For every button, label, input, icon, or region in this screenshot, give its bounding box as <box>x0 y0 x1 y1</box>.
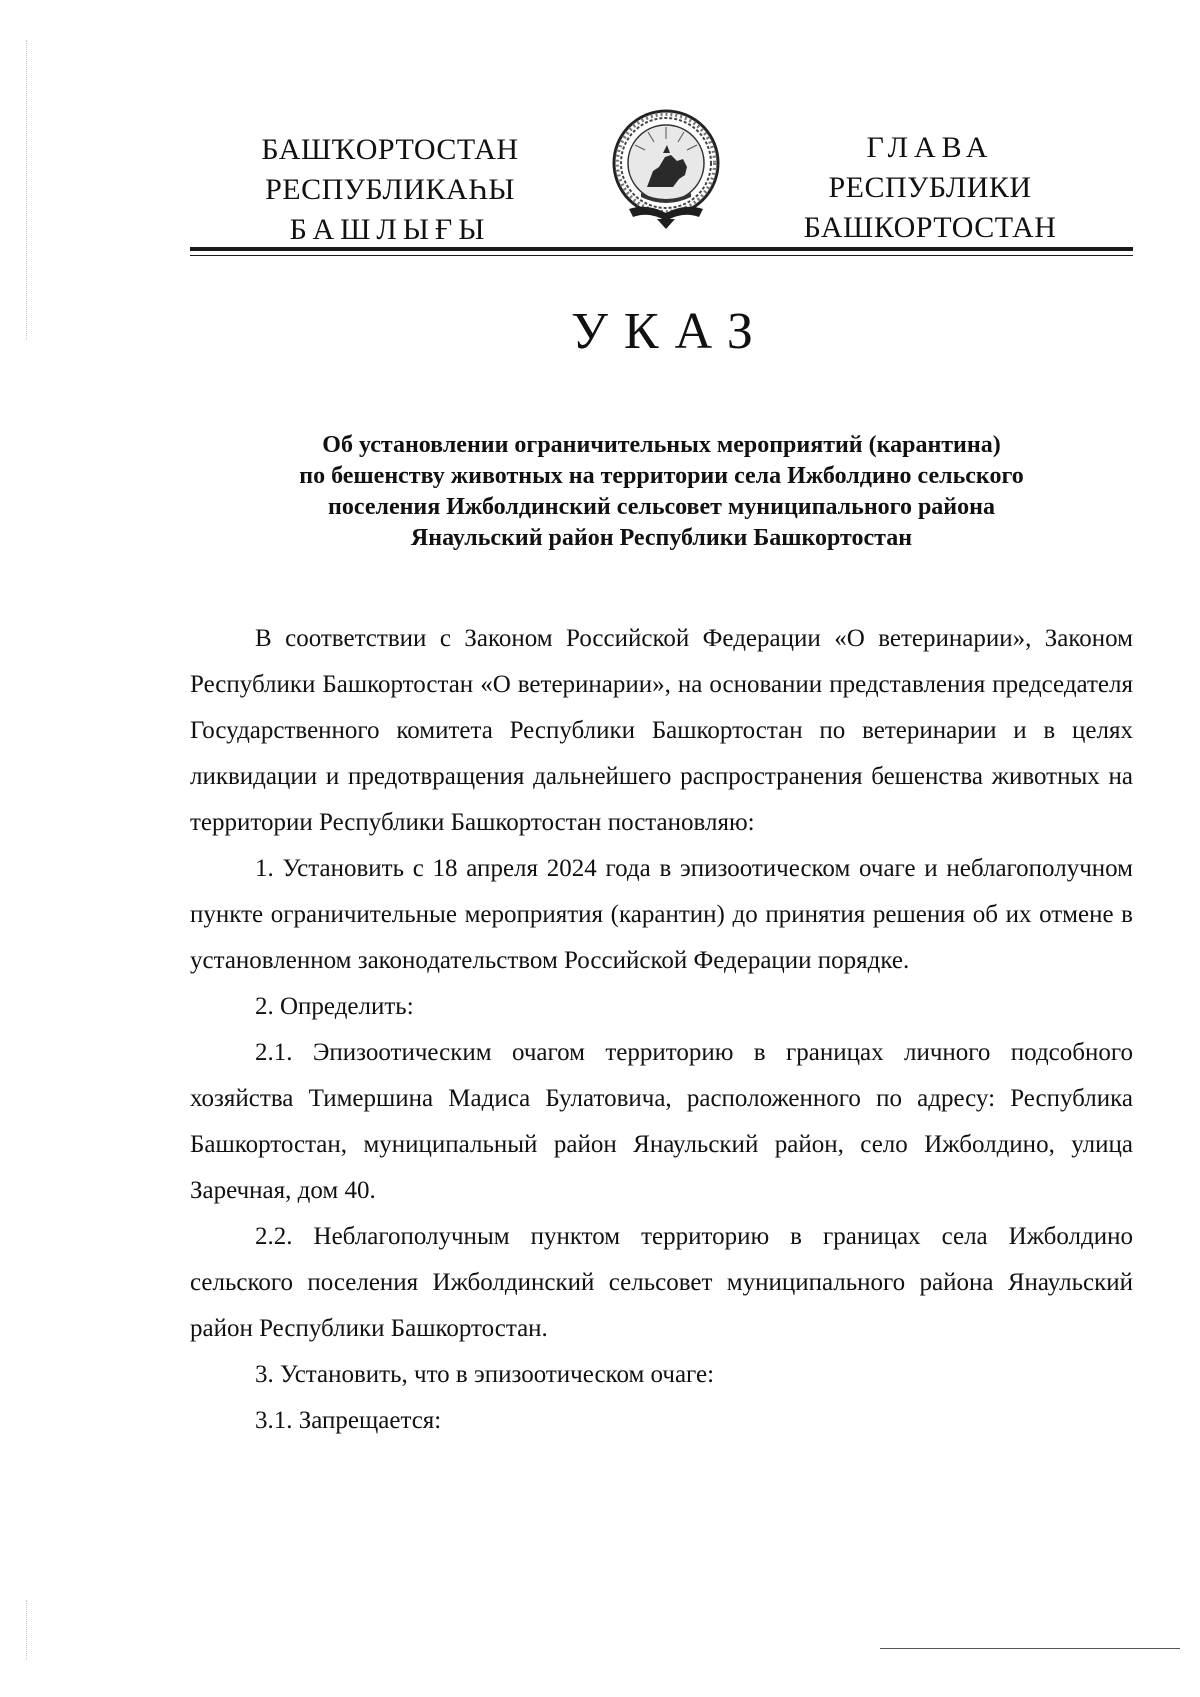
clause-3: 3. Установить, что в эпизоотическом очаге: <box>255 1361 715 1388</box>
subject-line-3: поселения Ижболдинский сельсовет муниципального района <box>328 494 995 520</box>
subject-line-2: по бешенству животных на территории села Ижболдино сельского <box>299 463 1024 489</box>
scan-edge-line <box>880 1648 1180 1650</box>
coat-of-arms-icon <box>607 105 725 233</box>
clause-2-1: 2.1. Эпизоотическим очагом территорию в границах личного подсобного хозяйства Тимершина Мадиса Булатовича, расположенного по адресу: Республика Башкортостан, муниципальный район Янаульский район, село Ижболдино, улица Заречная, дом 40. <box>190 1039 1133 1204</box>
header-left-line-2: РЕСПУБЛИКАҺЫ <box>265 173 515 206</box>
header-divider-thin <box>190 255 1133 256</box>
document-subject <box>190 430 1133 554</box>
scan-edge-mark <box>26 1600 28 1660</box>
clause-3-1: 3.1. Запрещается: <box>255 1407 442 1434</box>
header-bashkir-authority <box>230 130 550 250</box>
scan-edge-mark <box>26 40 28 340</box>
header-right-line-2: РЕСПУБЛИКИ <box>828 171 1032 204</box>
clause-2-2: 2.2. Неблагополучным пунктом территорию в границах села Ижболдино сельского поселения Ижболдинский сельсовет муниципального района Янаульский район Республики Башкортостан. <box>190 1223 1133 1342</box>
header-right-line-1: ГЛАВА <box>866 131 994 164</box>
preamble-paragraph: В соответствии с Законом Российской Федерации «О ветеринарии», Законом Республики Башкортостан «О ветеринарии», на основании представления председателя Государственного комитета Республики Башкортостан по ветеринарии и в целях ликвидации и предотвращения дальнейшего распространения бешенства животных на территории Республики Башкортостан постановляю: <box>190 625 1133 836</box>
document-body <box>190 616 1133 1444</box>
header-left-line-1: БАШҠОРТОСТАН <box>261 133 519 166</box>
document-title: УКАЗ <box>571 303 769 360</box>
clause-1: 1. Установить с 18 апреля 2024 года в эпизоотическом очаге и неблагополучном пункте ограничительные мероприятия (карантин) до принятия решения об их отмене в установленном законодательством Российской Федерации порядке. <box>190 855 1133 974</box>
header-russian-authority <box>780 128 1080 248</box>
header-right-line-3: БАШКОРТОСТАН <box>803 211 1057 244</box>
header-left-line-3: БАШЛЫҒЫ <box>289 213 491 246</box>
clause-2: 2. Определить: <box>255 993 414 1020</box>
subject-line-4: Янаульский район Республики Башкортостан <box>410 525 913 551</box>
subject-line-1: Об установлении ограничительных мероприятий (карантина) <box>322 432 1001 458</box>
header-divider <box>190 247 1133 251</box>
